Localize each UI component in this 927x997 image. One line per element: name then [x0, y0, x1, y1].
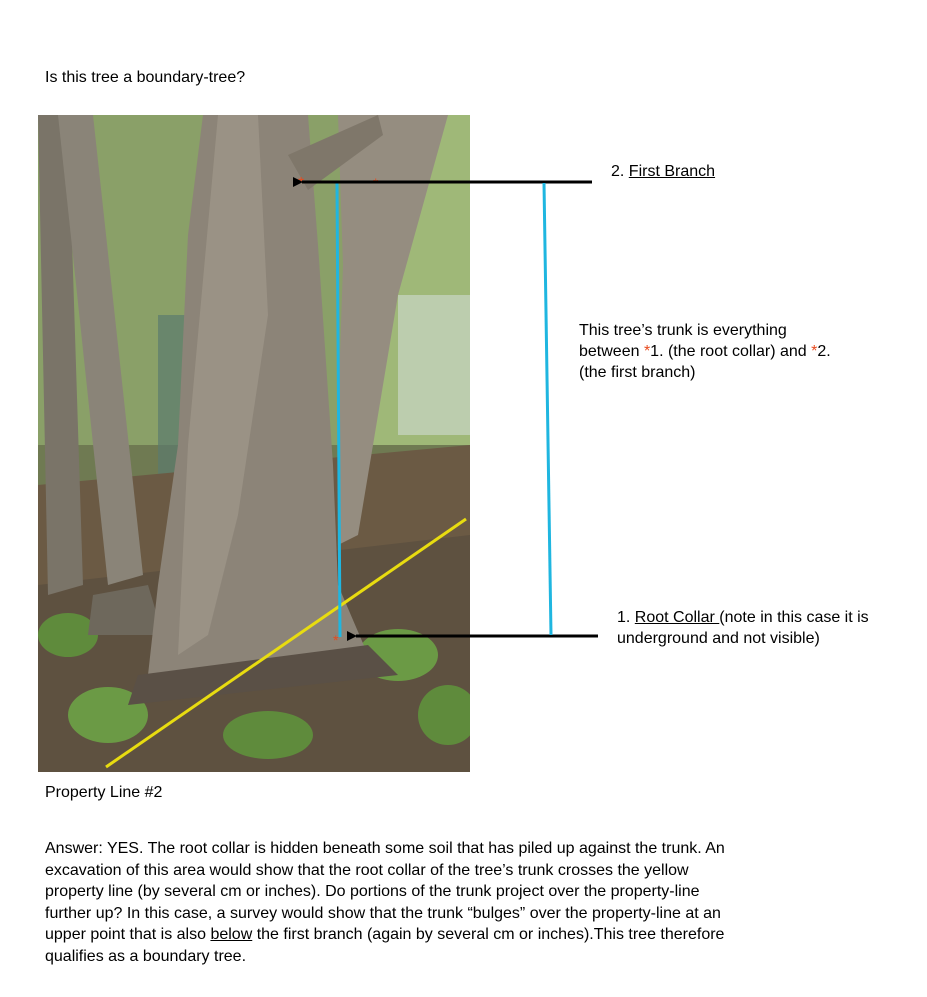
branch-marker-2: * [373, 175, 379, 191]
measurement-overlay [38, 115, 470, 772]
root-collar-label [617, 607, 917, 649]
star-marker: * [811, 343, 818, 360]
trunk-line-2: between *1. (the root collar) and *2. [579, 343, 831, 360]
trunk-explanation [579, 320, 899, 383]
root-collar-marker: * [333, 632, 339, 648]
trunk-measure-line [337, 183, 340, 637]
height-indicator-line [544, 183, 551, 635]
first-branch-number: 2. [611, 163, 625, 180]
answer-part-1: Answer: YES. The root collar is hidden beneath some soil that has piled up against the trunk. An excavation of this area would show that the root collar of the tree’s trunk crosses the yellow property line (by several cm or inches). Do portions of the trunk project over the property-line further up? In this case, a survey would show that the trunk “bulges” over the property-line at an upper point that is also [45, 840, 725, 943]
root-collar-text: Root Collar [634, 609, 720, 626]
question-heading: Is this tree a boundary-tree? [45, 69, 246, 86]
first-branch-text: First Branch [628, 163, 716, 180]
answer-paragraph [45, 838, 725, 967]
photo-caption: Property Line #2 [45, 784, 163, 801]
tree-photo [38, 115, 470, 772]
star-marker: * [643, 343, 651, 360]
trunk-line-1: This tree’s trunk is everything [579, 322, 787, 339]
property-line [106, 519, 466, 767]
root-collar-note: (note in this case it is underground and not visible) [617, 609, 869, 647]
first-branch-marker: * [298, 175, 305, 192]
root-collar-number: 1. [617, 609, 631, 626]
answer-part-2: the first branch (again by several cm or inches).This tree therefore qualifies as a boundary tree. [45, 926, 725, 965]
first-branch-label [611, 161, 715, 182]
trunk-line-3: (the first branch) [579, 364, 696, 381]
answer-underlined: below [210, 926, 253, 943]
